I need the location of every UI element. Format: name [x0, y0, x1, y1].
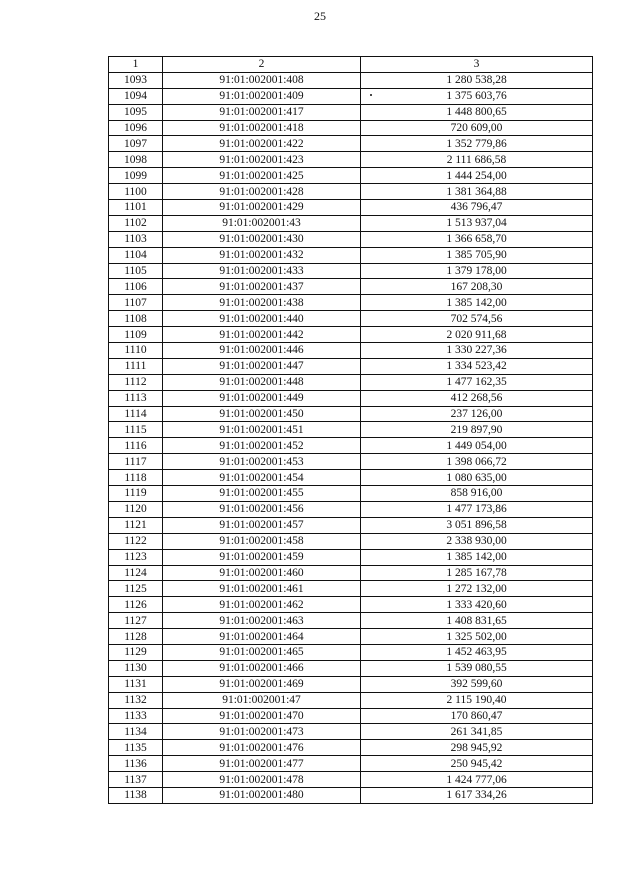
value-cell: 1 375 603,76: [361, 88, 593, 104]
table-row: [109, 438, 593, 454]
row-number-cell: 1112: [109, 374, 163, 390]
row-number-cell: 1111: [109, 358, 163, 374]
row-number-cell: 1100: [109, 184, 163, 200]
value-cell: 1 448 800,65: [361, 104, 593, 120]
value-cell: 1 330 227,36: [361, 343, 593, 359]
cadastral-number-cell: 91:01:002001:452: [163, 438, 361, 454]
value-cell: 2 338 930,00: [361, 533, 593, 549]
table-row: [109, 215, 593, 231]
table-row: [109, 390, 593, 406]
table-row: [109, 581, 593, 597]
value-cell: 702 574,56: [361, 311, 593, 327]
value-cell: 2 115 190,40: [361, 692, 593, 708]
table-row: [109, 629, 593, 645]
row-number-cell: 1114: [109, 406, 163, 422]
row-number-cell: 1101: [109, 200, 163, 216]
value-cell: 1 424 777,06: [361, 772, 593, 788]
value-cell: 1 452 463,95: [361, 644, 593, 660]
table-row: [109, 358, 593, 374]
cadastral-number-cell: 91:01:002001:469: [163, 676, 361, 692]
value-cell: 1 381 364,88: [361, 184, 593, 200]
cadastral-number-cell: 91:01:002001:456: [163, 501, 361, 517]
row-number-cell: 1105: [109, 263, 163, 279]
value-cell: 1 385 705,90: [361, 247, 593, 263]
table-row: [109, 676, 593, 692]
row-number-cell: 1116: [109, 438, 163, 454]
table-row: [109, 517, 593, 533]
table-row: [109, 565, 593, 581]
value-cell: 3 051 896,58: [361, 517, 593, 533]
value-cell: 1 334 523,42: [361, 358, 593, 374]
table-row: [109, 104, 593, 120]
table-row: [109, 247, 593, 263]
table-row: [109, 184, 593, 200]
row-number-cell: 1131: [109, 676, 163, 692]
row-number-cell: 1094: [109, 88, 163, 104]
cadastral-number-cell: 91:01:002001:43: [163, 215, 361, 231]
cadastral-number-cell: 91:01:002001:463: [163, 613, 361, 629]
table-row: [109, 120, 593, 136]
table-row: [109, 708, 593, 724]
cadastral-number-cell: 91:01:002001:459: [163, 549, 361, 565]
row-number-cell: 1113: [109, 390, 163, 406]
cadastral-number-cell: 91:01:002001:480: [163, 787, 361, 803]
column-header-2: 2: [163, 57, 361, 73]
table-row: [109, 72, 593, 88]
value-cell: 170 860,47: [361, 708, 593, 724]
row-number-cell: 1107: [109, 295, 163, 311]
table-row: [109, 327, 593, 343]
cadastral-number-cell: 91:01:002001:433: [163, 263, 361, 279]
row-number-cell: 1121: [109, 517, 163, 533]
cadastral-number-cell: 91:01:002001:460: [163, 565, 361, 581]
table-row: [109, 597, 593, 613]
table-row: [109, 724, 593, 740]
table-row: [109, 200, 593, 216]
row-number-cell: 1110: [109, 343, 163, 359]
table-row: [109, 644, 593, 660]
row-number-cell: 1124: [109, 565, 163, 581]
cadastral-number-cell: 91:01:002001:447: [163, 358, 361, 374]
value-cell: 250 945,42: [361, 756, 593, 772]
cadastral-number-cell: 91:01:002001:477: [163, 756, 361, 772]
cadastral-number-cell: 91:01:002001:478: [163, 772, 361, 788]
value-cell: 1 333 420,60: [361, 597, 593, 613]
cadastral-number-cell: 91:01:002001:47: [163, 692, 361, 708]
row-number-cell: 1104: [109, 247, 163, 263]
table-row: [109, 533, 593, 549]
value-cell: 1 449 054,00: [361, 438, 593, 454]
row-number-cell: 1128: [109, 629, 163, 645]
cadastral-number-cell: 91:01:002001:417: [163, 104, 361, 120]
cadastral-number-cell: 91:01:002001:454: [163, 470, 361, 486]
table-row: [109, 168, 593, 184]
row-number-cell: 1103: [109, 231, 163, 247]
value-cell: 1 385 142,00: [361, 549, 593, 565]
cadastral-number-cell: 91:01:002001:451: [163, 422, 361, 438]
row-number-cell: 1097: [109, 136, 163, 152]
header-row: [109, 57, 593, 73]
value-cell: 1 280 538,28: [361, 72, 593, 88]
value-cell: 1 379 178,00: [361, 263, 593, 279]
row-number-cell: 1127: [109, 613, 163, 629]
value-cell: 392 599,60: [361, 676, 593, 692]
row-number-cell: 1133: [109, 708, 163, 724]
value-cell: 1 272 132,00: [361, 581, 593, 597]
value-cell: 1 513 937,04: [361, 215, 593, 231]
row-number-cell: 1120: [109, 501, 163, 517]
row-number-cell: 1134: [109, 724, 163, 740]
row-number-cell: 1098: [109, 152, 163, 168]
value-cell: 1 080 635,00: [361, 470, 593, 486]
value-cell: 1 366 658,70: [361, 231, 593, 247]
cadastral-number-cell: 91:01:002001:437: [163, 279, 361, 295]
column-header-1: 1: [109, 57, 163, 73]
table-row: [109, 660, 593, 676]
row-number-cell: 1106: [109, 279, 163, 295]
value-cell: 1 477 173,86: [361, 501, 593, 517]
value-cell: 1 325 502,00: [361, 629, 593, 645]
row-number-cell: 1118: [109, 470, 163, 486]
row-number-cell: 1130: [109, 660, 163, 676]
cadastral-number-cell: 91:01:002001:432: [163, 247, 361, 263]
row-number-cell: 1096: [109, 120, 163, 136]
cadastral-number-cell: 91:01:002001:448: [163, 374, 361, 390]
value-cell: 219 897,90: [361, 422, 593, 438]
cadastral-number-cell: 91:01:002001:438: [163, 295, 361, 311]
cadastral-number-cell: 91:01:002001:429: [163, 200, 361, 216]
cadastral-number-cell: 91:01:002001:408: [163, 72, 361, 88]
cadastral-number-cell: 91:01:002001:422: [163, 136, 361, 152]
value-cell: 298 945,92: [361, 740, 593, 756]
table-body: [109, 72, 593, 803]
row-number-cell: 1122: [109, 533, 163, 549]
table-row: [109, 263, 593, 279]
table-row: [109, 470, 593, 486]
value-cell: 1 352 779,86: [361, 136, 593, 152]
table-row: [109, 231, 593, 247]
row-number-cell: 1136: [109, 756, 163, 772]
value-cell: 1 617 334,26: [361, 787, 593, 803]
table-row: [109, 501, 593, 517]
cadastral-number-cell: 91:01:002001:464: [163, 629, 361, 645]
table-row: [109, 772, 593, 788]
row-number-cell: 1108: [109, 311, 163, 327]
table-row: [109, 374, 593, 390]
table-row: [109, 740, 593, 756]
table-row: [109, 311, 593, 327]
cadastral-number-cell: 91:01:002001:446: [163, 343, 361, 359]
cadastral-number-cell: 91:01:002001:430: [163, 231, 361, 247]
table-row: [109, 279, 593, 295]
value-cell: 2 020 911,68: [361, 327, 593, 343]
table-row: [109, 136, 593, 152]
cadastral-number-cell: 91:01:002001:450: [163, 406, 361, 422]
value-cell: 2 111 686,58: [361, 152, 593, 168]
table-row: [109, 422, 593, 438]
row-number-cell: 1095: [109, 104, 163, 120]
row-number-cell: 1102: [109, 215, 163, 231]
cadastral-number-cell: 91:01:002001:476: [163, 740, 361, 756]
value-cell: 237 126,00: [361, 406, 593, 422]
row-number-cell: 1123: [109, 549, 163, 565]
table-row: [109, 152, 593, 168]
value-cell: 436 796,47: [361, 200, 593, 216]
table-row: [109, 295, 593, 311]
cadastral-number-cell: 91:01:002001:466: [163, 660, 361, 676]
value-cell: 720 609,00: [361, 120, 593, 136]
row-number-cell: 1126: [109, 597, 163, 613]
value-cell: 858 916,00: [361, 486, 593, 502]
cadastral-number-cell: 91:01:002001:425: [163, 168, 361, 184]
cadastral-number-cell: 91:01:002001:462: [163, 597, 361, 613]
cadastral-number-cell: 91:01:002001:457: [163, 517, 361, 533]
page-number: 25: [314, 9, 326, 23]
value-cell: 1 408 831,65: [361, 613, 593, 629]
cadastral-number-cell: 91:01:002001:442: [163, 327, 361, 343]
row-number-cell: 1137: [109, 772, 163, 788]
row-number-cell: 1119: [109, 486, 163, 502]
cadastral-number-cell: 91:01:002001:455: [163, 486, 361, 502]
table-row: [109, 486, 593, 502]
row-number-cell: 1109: [109, 327, 163, 343]
value-cell: 1 539 080,55: [361, 660, 593, 676]
table-row: [109, 787, 593, 803]
cadastral-number-cell: 91:01:002001:440: [163, 311, 361, 327]
cadastral-number-cell: 91:01:002001:418: [163, 120, 361, 136]
row-number-cell: 1099: [109, 168, 163, 184]
table-row: [109, 692, 593, 708]
value-cell: 412 268,56: [361, 390, 593, 406]
value-cell: 1 444 254,00: [361, 168, 593, 184]
cadastral-number-cell: 91:01:002001:470: [163, 708, 361, 724]
value-cell: 167 208,30: [361, 279, 593, 295]
cadastral-number-cell: 91:01:002001:458: [163, 533, 361, 549]
registry-table: [108, 56, 593, 804]
table-row: [109, 88, 593, 104]
row-number-cell: 1125: [109, 581, 163, 597]
cadastral-number-cell: 91:01:002001:449: [163, 390, 361, 406]
value-cell: 1 385 142,00: [361, 295, 593, 311]
cadastral-number-cell: 91:01:002001:423: [163, 152, 361, 168]
cadastral-number-cell: 91:01:002001:428: [163, 184, 361, 200]
cadastral-number-cell: 91:01:002001:465: [163, 644, 361, 660]
table-row: [109, 756, 593, 772]
row-number-cell: 1115: [109, 422, 163, 438]
row-number-cell: 1135: [109, 740, 163, 756]
row-number-cell: 1138: [109, 787, 163, 803]
value-cell: 1 398 066,72: [361, 454, 593, 470]
row-number-cell: 1093: [109, 72, 163, 88]
cadastral-number-cell: 91:01:002001:453: [163, 454, 361, 470]
table-row: [109, 454, 593, 470]
row-number-cell: 1132: [109, 692, 163, 708]
table-row: [109, 613, 593, 629]
value-cell: 1 477 162,35: [361, 374, 593, 390]
column-header-3: 3: [361, 57, 593, 73]
table-row: [109, 549, 593, 565]
value-cell: 261 341,85: [361, 724, 593, 740]
cadastral-number-cell: 91:01:002001:473: [163, 724, 361, 740]
cadastral-number-cell: 91:01:002001:461: [163, 581, 361, 597]
row-number-cell: 1117: [109, 454, 163, 470]
cadastral-number-cell: 91:01:002001:409: [163, 88, 361, 104]
table-row: [109, 406, 593, 422]
value-cell: 1 285 167,78: [361, 565, 593, 581]
row-number-cell: 1129: [109, 644, 163, 660]
table-row: [109, 343, 593, 359]
